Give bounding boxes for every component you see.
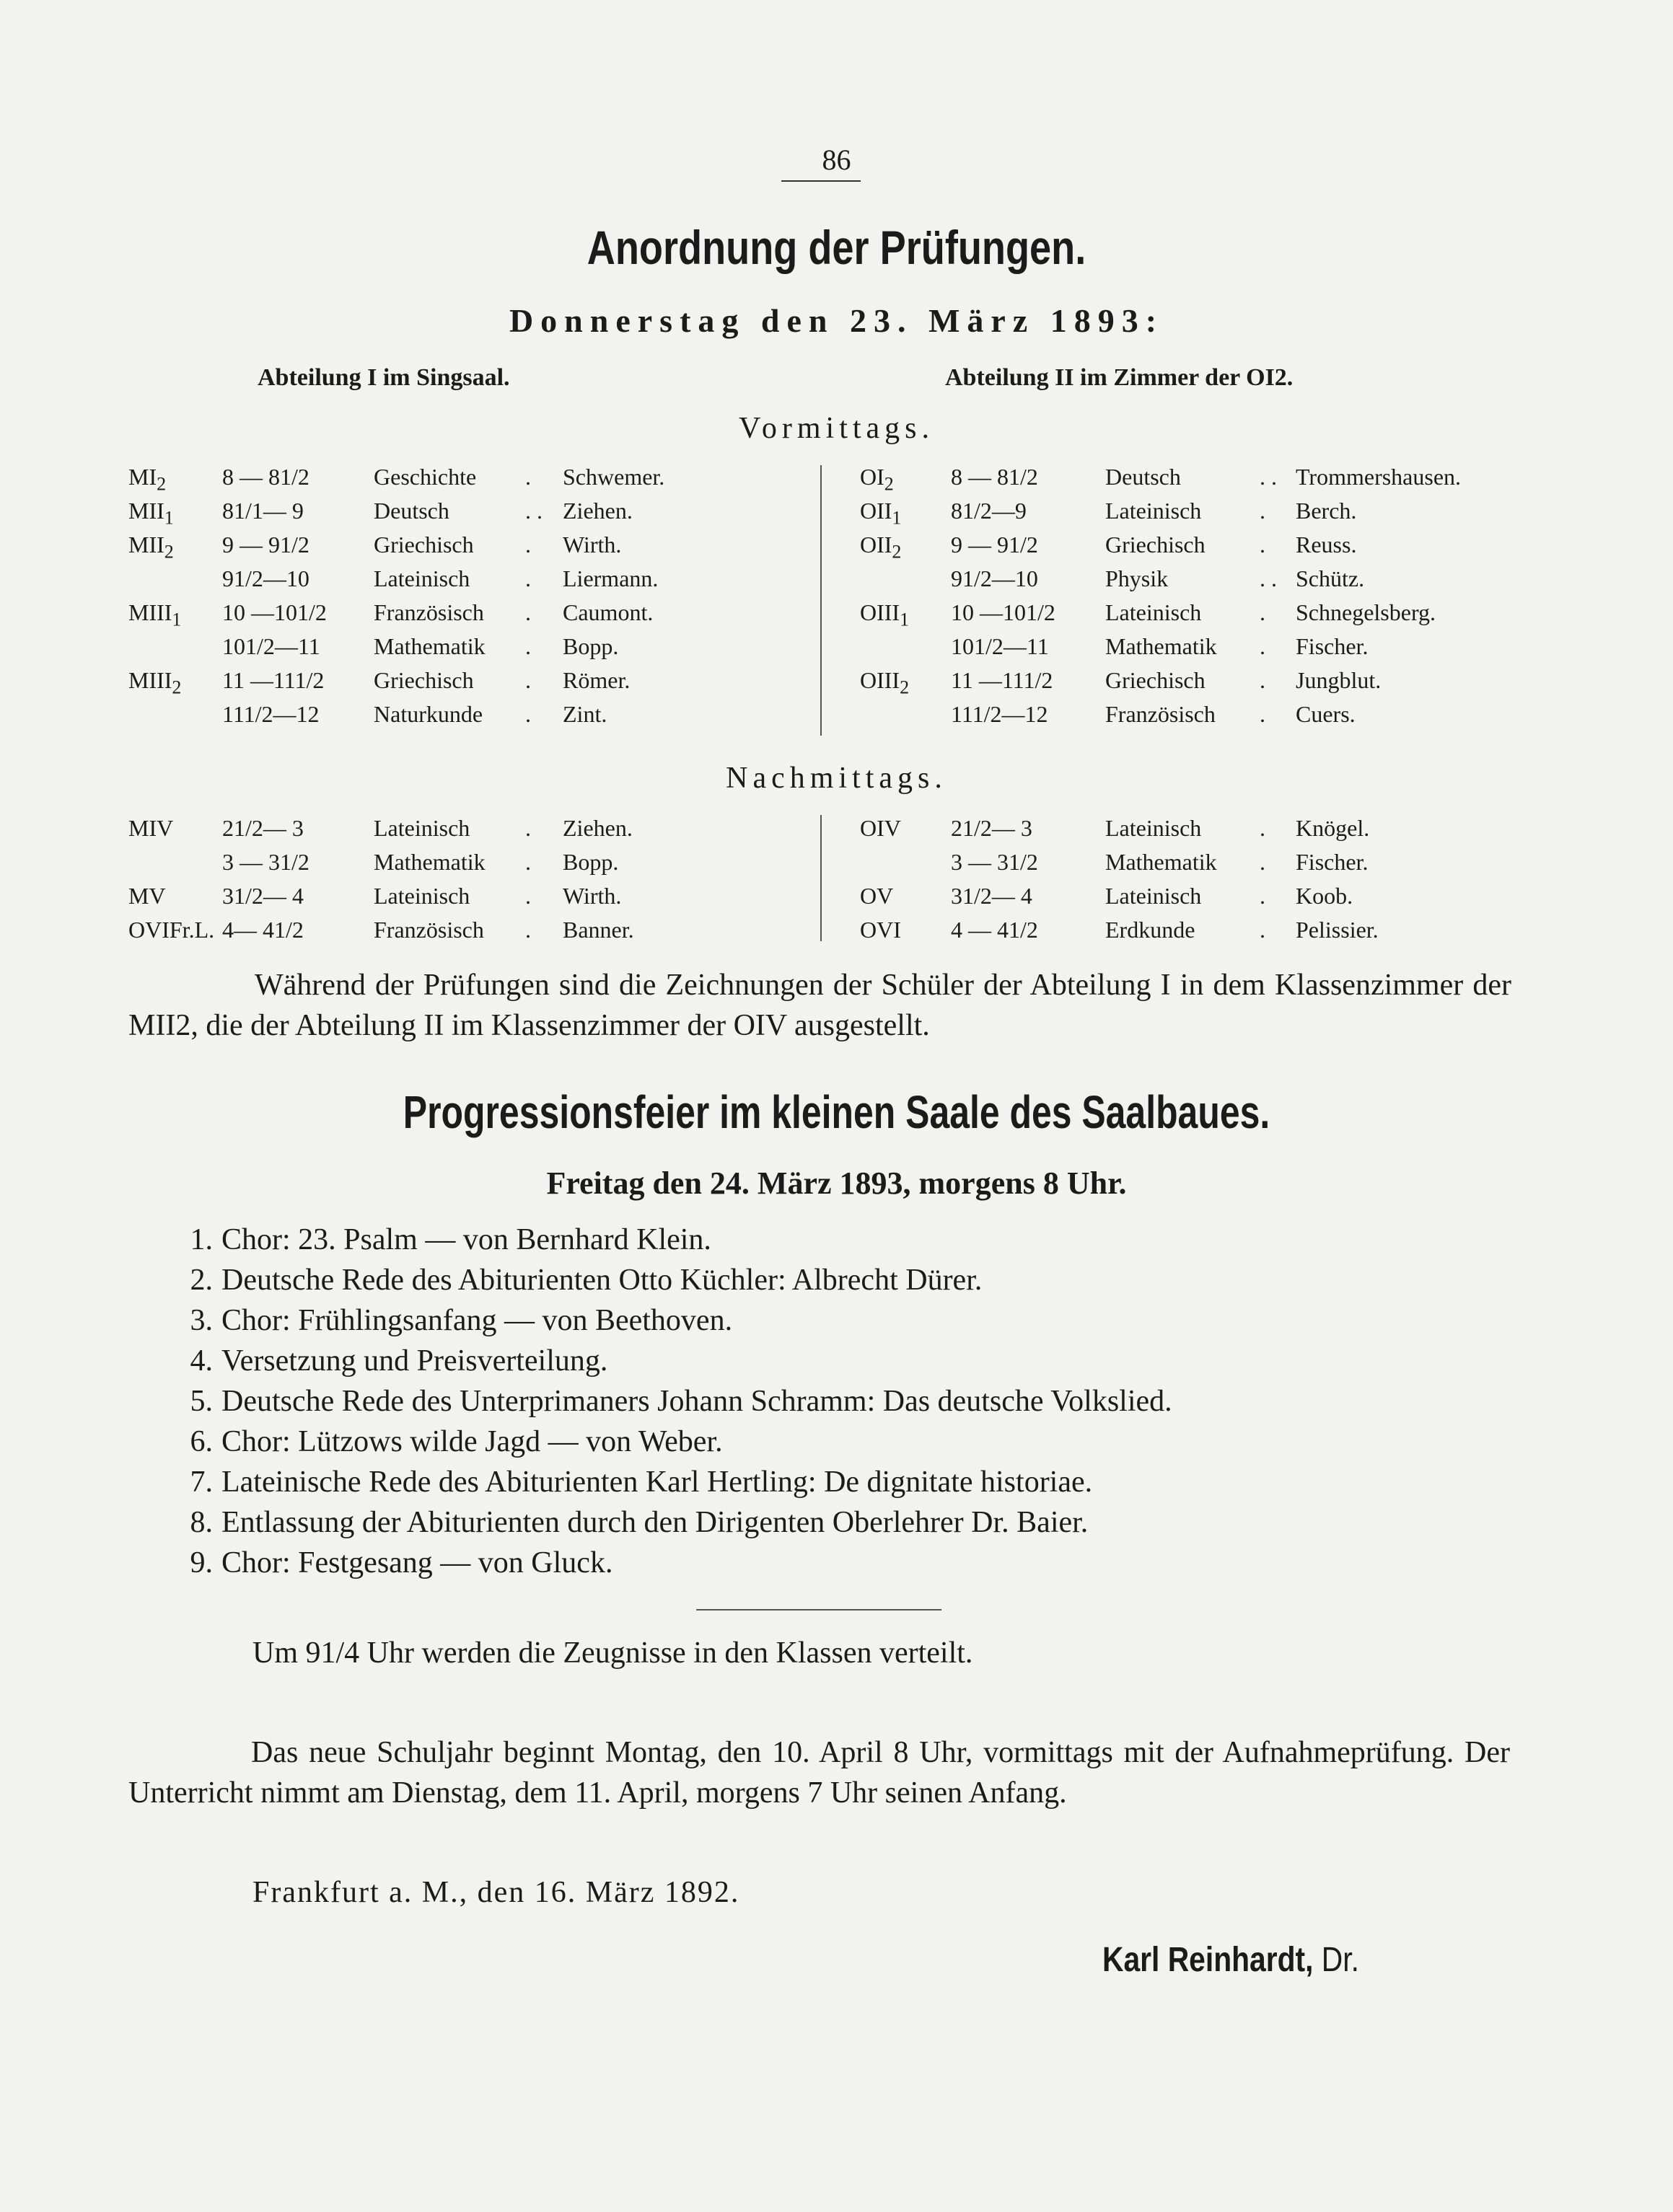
exam-time: 11 —111/2 — [222, 667, 325, 693]
exam-time-fraction: 1/2 — [297, 599, 327, 625]
exam-time-fraction: 1/2 — [1009, 532, 1038, 558]
program-item-number: 3. — [190, 1304, 213, 1337]
exam-teacher: Liermann. — [563, 565, 659, 591]
exam-time: 4 — 41/2 — [951, 917, 1038, 943]
exam-time-fraction: 1/2—11 — [245, 633, 320, 659]
program-item-number: 1. — [190, 1223, 213, 1256]
class-name: $OII_1$ — [860, 498, 902, 529]
program-item-text: Deutsche Rede des Abiturienten Otto Küchler: Albrecht Dürer. — [221, 1264, 983, 1297]
leader-dots: . — [525, 599, 531, 625]
page-title: Anordnung der Prüfungen. — [587, 221, 1086, 274]
program-item-number: 2. — [190, 1264, 213, 1297]
exam-subject: Griechisch — [374, 532, 474, 558]
class-name: OVI — [860, 917, 901, 943]
leader-dots: . — [525, 532, 531, 558]
leader-dots: . . — [525, 498, 543, 524]
class-name: $MIII_1$ — [128, 599, 182, 630]
exam-date: Donnerstag den 23. März 1893: — [509, 302, 1164, 339]
exam-teacher: Fischer. — [1296, 849, 1369, 875]
program-item-number: 8. — [190, 1506, 213, 1539]
exam-time-fraction: 1/1— 9 — [234, 498, 304, 524]
leader-dots: . — [525, 701, 531, 727]
exam-subject: Lateinisch — [374, 815, 470, 841]
program-item-text: Lateinische Rede des Abiturienten Karl Hertling: De dignitate historiae. — [221, 1466, 1093, 1499]
program-item-number: 4. — [190, 1344, 213, 1378]
exam-teacher: Koob. — [1296, 883, 1353, 909]
exam-subject: Französisch — [374, 599, 484, 625]
class-name: $OIII_2$ — [860, 667, 910, 698]
class-name: OV — [860, 883, 894, 909]
class-name: OIV — [860, 815, 901, 841]
exam-time: 91/2—10 — [951, 565, 1038, 591]
program-item-text: Entlassung der Abiturienten durch den Dirigenten Oberlehrer Dr. Baier. — [221, 1506, 1089, 1539]
exam-subject: Lateinisch — [1105, 599, 1202, 625]
exam-time: 91/2—10 — [222, 565, 309, 591]
program-item-number: 9. — [190, 1546, 213, 1579]
exam-time: 101/2—11 — [951, 633, 1049, 659]
class-name: MIV — [128, 815, 174, 841]
column-divider-morning — [820, 465, 822, 736]
exam-teacher: Schwemer. — [563, 464, 665, 490]
column-divider-afternoon — [820, 815, 822, 941]
exam-subject: Lateinisch — [1105, 498, 1202, 524]
leader-dots: . . — [1260, 565, 1277, 591]
exam-teacher: Schütz. — [1296, 565, 1365, 591]
exam-time-fraction: 1/2 — [1024, 667, 1053, 693]
exam-subject: Deutsch — [1105, 464, 1181, 490]
exam-time-fraction: 1/2 — [280, 532, 309, 558]
leader-dots: . — [1260, 849, 1265, 875]
exam-teacher: Berch. — [1296, 498, 1357, 524]
program-item-text: Chor: 23. Psalm — von Bernhard Klein. — [221, 1223, 711, 1256]
program-item-number: 6. — [190, 1425, 213, 1458]
exam-time-fraction: 1/2 — [280, 849, 309, 875]
exam-subject: Lateinisch — [1105, 815, 1202, 841]
exam-teacher: Römer. — [563, 667, 631, 693]
program-item-text: Chor: Festgesang — von Gluck. — [221, 1546, 613, 1579]
page-number-rule — [781, 180, 861, 182]
exam-time-fraction: 1/2— 3 — [234, 815, 304, 841]
class-name: $MII_1$ — [128, 498, 174, 529]
class-name: $OIII_1$ — [860, 599, 910, 630]
leader-dots: . — [1260, 667, 1265, 693]
exam-time: 8 — 81/2 — [222, 464, 309, 490]
exam-time-fraction: 1/2—9 — [962, 498, 1027, 524]
exam-time-fraction: 1/2—10 — [234, 565, 309, 591]
exam-teacher: Banner. — [563, 917, 634, 943]
exam-subject: Griechisch — [1105, 532, 1206, 558]
signature-name: Karl Reinhardt, — [1102, 1941, 1314, 1979]
exam-teacher: Ziehen. — [563, 498, 633, 524]
exam-time-fraction: 1/2—12 — [244, 701, 320, 727]
exam-subject: Deutsch — [374, 498, 449, 524]
exam-subject: Mathematik — [374, 633, 486, 659]
leader-dots: . — [525, 667, 531, 693]
class-name: $MIII_2$ — [128, 667, 182, 698]
exam-time-fraction: 1/2 — [1026, 599, 1055, 625]
certificates-note: Um 91/4 Uhr werden die Zeugnisse in den Klassen verteilt. — [253, 1636, 973, 1670]
exam-time-fraction: 1/2— 3 — [962, 815, 1032, 841]
exam-subject: Griechisch — [374, 667, 474, 693]
exam-time-fraction: 1/2 — [280, 464, 309, 490]
leader-dots: . — [1260, 599, 1265, 625]
exam-time: 101/2—11 — [222, 633, 320, 659]
class-name: MV — [128, 883, 166, 909]
program-item-text: Chor: Lützows wilde Jagd — von Weber. — [221, 1425, 723, 1458]
ceremony-title: Progressionsfeier im kleinen Saale des Saalbaues. — [403, 1086, 1270, 1138]
leader-dots: . — [1260, 633, 1265, 659]
leader-dots: . — [1260, 815, 1265, 841]
exam-teacher: Zint. — [563, 701, 607, 727]
exam-teacher: Jungblut. — [1296, 667, 1382, 693]
exam-time: 3 — 31/2 — [951, 849, 1038, 875]
drawings-note: Während der Prüfungen sind die Zeichnungen der Schüler der Abteilung I in dem Klassenzimmer der MII2, die der Abteilung II im Klassenzimmer der OIV ausgestellt. — [128, 969, 1511, 1042]
program-item-text: Versetzung und Preisverteilung. — [221, 1344, 608, 1378]
exam-time-fraction: 1/2—11 — [974, 633, 1049, 659]
exam-teacher: Wirth. — [563, 883, 622, 909]
exam-teacher: Cuers. — [1296, 701, 1356, 727]
place-date: Frankfurt a. M., den 16. März 1892. — [253, 1876, 740, 1909]
program-item-text: Chor: Frühlingsanfang — von Beethoven. — [221, 1304, 733, 1337]
exam-subject: Naturkunde — [374, 701, 483, 727]
class-name: $MI_2$ — [128, 464, 167, 495]
exam-time-fraction: 1/2 — [1009, 464, 1038, 490]
exam-time: 8 — 81/2 — [951, 464, 1038, 490]
exam-time: 11 —111/2 — [951, 667, 1053, 693]
exam-time: 81/2—9 — [951, 498, 1027, 524]
exam-teacher: Reuss. — [1296, 532, 1357, 558]
leader-dots: . — [525, 815, 531, 841]
exam-time-fraction: 1/2—12 — [972, 701, 1048, 727]
class-name: $OI_2$ — [860, 464, 894, 495]
leader-dots: . — [525, 883, 531, 909]
exam-time-fraction: 1/2 — [295, 667, 325, 693]
school-year-note: Das neue Schuljahr beginnt Montag, den 10. April 8 Uhr, vormittags mit der Aufnahmeprüfung. Der Unterricht nimmt am Dienstag, dem 11. April, morgens 7 Uhr seinen Anfang. — [128, 1736, 1510, 1810]
exam-time: 111/2—12 — [222, 701, 320, 727]
exam-subject: Lateinisch — [1105, 883, 1202, 909]
exam-time: 21/2— 3 — [951, 815, 1032, 841]
leader-dots: . — [525, 565, 531, 591]
page-number: 86 — [822, 144, 851, 176]
leader-dots: . — [525, 464, 531, 490]
exam-time-fraction: 1/2 — [1009, 917, 1038, 943]
exam-teacher: Bopp. — [563, 633, 619, 659]
exam-subject: Französisch — [1105, 701, 1216, 727]
class-name: $OII_2$ — [860, 532, 902, 563]
exam-teacher: Caumont. — [563, 599, 654, 625]
ceremony-date: Freitag den 24. März 1893, morgens 8 Uhr. — [546, 1166, 1127, 1201]
exam-time: 9 — 91/2 — [951, 532, 1038, 558]
signature — [1102, 1940, 1359, 1980]
exam-time: 81/1— 9 — [222, 498, 304, 524]
separator-rule — [696, 1609, 941, 1610]
exam-time: 21/2— 3 — [222, 815, 304, 841]
exam-teacher: Bopp. — [563, 849, 619, 875]
exam-time: 3 — 31/2 — [222, 849, 309, 875]
exam-time: 111/2—12 — [951, 701, 1048, 727]
exam-time-fraction: 1/2—10 — [962, 565, 1038, 591]
program-item-number: 5. — [190, 1385, 213, 1418]
exam-time-fraction: 1/2 — [1009, 849, 1038, 875]
exam-subject: Griechisch — [1105, 667, 1206, 693]
exam-subject: Geschichte — [374, 464, 477, 490]
class-name: OVIFr.L. — [128, 917, 215, 943]
leader-dots: . — [1260, 498, 1265, 524]
program-item-number: 7. — [190, 1466, 213, 1499]
signature-title: Dr. — [1321, 1941, 1359, 1979]
exam-teacher: Schnegelsberg. — [1296, 599, 1436, 625]
exam-time: 31/2— 4 — [222, 883, 304, 909]
leader-dots: . — [1260, 532, 1265, 558]
right-column-heading: Abteilung II im Zimmer der OI2. — [945, 364, 1294, 391]
exam-teacher: Trommershausen. — [1296, 464, 1462, 490]
exam-subject: Französisch — [374, 917, 484, 943]
exam-subject: Mathematik — [1105, 849, 1217, 875]
exam-time: 10 —101/2 — [951, 599, 1055, 625]
exam-subject: Mathematik — [1105, 633, 1217, 659]
exam-teacher: Wirth. — [563, 532, 622, 558]
exam-time-fraction: 1/2— 4 — [234, 883, 304, 909]
exam-time: 10 —101/2 — [222, 599, 327, 625]
exam-time: 4— 41/2 — [222, 917, 304, 943]
leader-dots: . . — [1260, 464, 1277, 490]
morning-label: Vormittags. — [738, 412, 935, 445]
leader-dots: . — [1260, 701, 1265, 727]
exam-subject: Erdkunde — [1105, 917, 1195, 943]
exam-teacher: Knögel. — [1296, 815, 1370, 841]
exam-time: 9 — 91/2 — [222, 532, 309, 558]
leader-dots: . — [1260, 883, 1265, 909]
exam-time-fraction: 1/2— 4 — [962, 883, 1032, 909]
leader-dots: . — [525, 917, 531, 943]
exam-subject: Lateinisch — [374, 883, 470, 909]
exam-subject: Physik — [1105, 565, 1169, 591]
exam-teacher: Fischer. — [1296, 633, 1369, 659]
leader-dots: . — [1260, 917, 1265, 943]
exam-teacher: Ziehen. — [563, 815, 633, 841]
exam-time: 31/2— 4 — [951, 883, 1032, 909]
exam-subject: Lateinisch — [374, 565, 470, 591]
exam-subject: Mathematik — [374, 849, 486, 875]
exam-teacher: Pelissier. — [1296, 917, 1379, 943]
afternoon-label: Nachmittags. — [726, 762, 947, 795]
leader-dots: . — [525, 633, 531, 659]
exam-time-fraction: 1/2 — [274, 917, 304, 943]
left-column-heading: Abteilung I im Singsaal. — [258, 364, 510, 391]
program-item-text: Deutsche Rede des Unterprimaners Johann Schramm: Das deutsche Volkslied. — [221, 1385, 1172, 1418]
leader-dots: . — [525, 849, 531, 875]
class-name: $MII_2$ — [128, 532, 174, 563]
